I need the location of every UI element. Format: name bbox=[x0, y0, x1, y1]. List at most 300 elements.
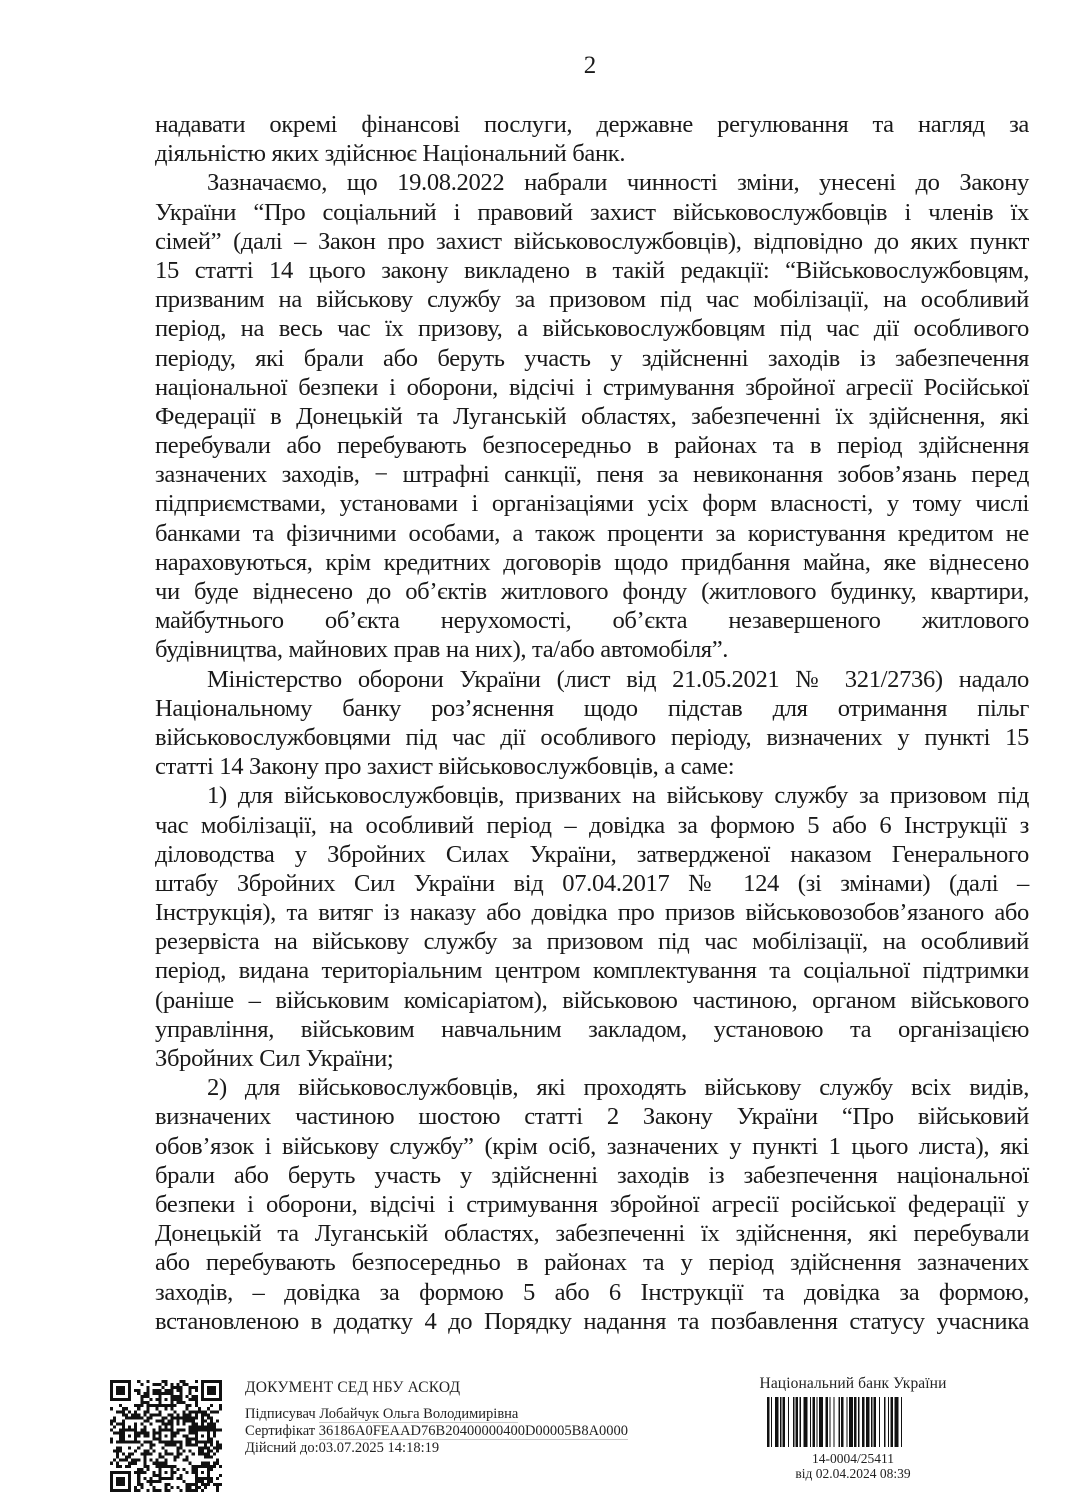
qr-module bbox=[177, 1398, 180, 1401]
qr-module bbox=[186, 1413, 189, 1416]
qr-module bbox=[171, 1413, 174, 1416]
qr-module bbox=[110, 1386, 113, 1389]
qr-module bbox=[180, 1453, 183, 1456]
qr-module bbox=[174, 1434, 177, 1437]
qr-module bbox=[128, 1425, 131, 1428]
qr-module bbox=[180, 1428, 183, 1431]
qr-module bbox=[216, 1459, 219, 1462]
qr-module bbox=[146, 1401, 149, 1404]
barcode-bar bbox=[771, 1397, 772, 1447]
qr-module bbox=[161, 1462, 164, 1465]
qr-module bbox=[164, 1486, 167, 1489]
qr-module bbox=[210, 1422, 213, 1425]
qr-module bbox=[186, 1438, 189, 1441]
qr-module bbox=[161, 1392, 164, 1395]
qr-module bbox=[122, 1453, 125, 1456]
qr-module bbox=[204, 1486, 207, 1489]
qr-module bbox=[210, 1444, 213, 1447]
qr-module bbox=[143, 1410, 146, 1413]
qr-module bbox=[128, 1380, 131, 1383]
qr-module bbox=[177, 1422, 180, 1425]
qr-module bbox=[158, 1468, 161, 1471]
qr-module bbox=[189, 1392, 192, 1395]
qr-module bbox=[110, 1477, 113, 1480]
qr-module bbox=[198, 1477, 201, 1480]
text-line: або перебувають безпосередньо в районах та у період здійснення зазначених bbox=[155, 1249, 1029, 1277]
qr-module bbox=[219, 1474, 222, 1477]
qr-module bbox=[195, 1395, 198, 1398]
qr-module bbox=[143, 1395, 146, 1398]
qr-module bbox=[207, 1428, 210, 1431]
qr-module bbox=[113, 1431, 116, 1434]
qr-module bbox=[204, 1398, 207, 1401]
qr-module bbox=[143, 1477, 146, 1480]
qr-module bbox=[164, 1428, 167, 1431]
qr-module bbox=[174, 1456, 177, 1459]
qr-module bbox=[152, 1431, 155, 1434]
qr-module bbox=[210, 1465, 213, 1468]
qr-module bbox=[110, 1419, 113, 1422]
qr-module bbox=[219, 1483, 222, 1486]
qr-module bbox=[149, 1413, 152, 1416]
qr-module bbox=[119, 1431, 122, 1434]
qr-module bbox=[189, 1486, 192, 1489]
qr-module bbox=[186, 1471, 189, 1474]
qr-module bbox=[198, 1428, 201, 1431]
qr-module bbox=[155, 1465, 158, 1468]
qr-module bbox=[180, 1416, 183, 1419]
qr-module bbox=[110, 1471, 113, 1474]
qr-module bbox=[119, 1392, 122, 1395]
qr-module bbox=[164, 1489, 167, 1492]
qr-module bbox=[183, 1401, 186, 1404]
qr-module bbox=[128, 1483, 131, 1486]
qr-module bbox=[119, 1410, 122, 1413]
qr-module bbox=[128, 1462, 131, 1465]
qr-module bbox=[146, 1404, 149, 1407]
qr-module bbox=[149, 1444, 152, 1447]
qr-module bbox=[110, 1480, 113, 1483]
qr-module bbox=[122, 1386, 125, 1389]
qr-module bbox=[119, 1447, 122, 1450]
qr-module bbox=[110, 1441, 113, 1444]
qr-module bbox=[155, 1431, 158, 1434]
qr-module bbox=[195, 1398, 198, 1401]
qr-module bbox=[134, 1410, 137, 1413]
qr-module bbox=[158, 1477, 161, 1480]
qr-module bbox=[183, 1434, 186, 1437]
qr-module bbox=[171, 1416, 174, 1419]
barcode-bar bbox=[796, 1397, 799, 1447]
qr-module bbox=[198, 1453, 201, 1456]
signature-system-title: ДОКУМЕНТ СЕД НБУ АСКОД bbox=[245, 1379, 461, 1396]
qr-module bbox=[158, 1438, 161, 1441]
qr-module bbox=[137, 1389, 140, 1392]
qr-module bbox=[216, 1489, 219, 1492]
barcode-bar bbox=[879, 1397, 880, 1447]
qr-module bbox=[161, 1419, 164, 1422]
qr-module bbox=[119, 1398, 122, 1401]
qr-module bbox=[201, 1465, 204, 1468]
qr-module bbox=[189, 1413, 192, 1416]
qr-module bbox=[210, 1398, 213, 1401]
barcode-bar bbox=[780, 1397, 781, 1447]
qr-module bbox=[113, 1380, 116, 1383]
page-number: 2 bbox=[583, 52, 597, 79]
qr-module bbox=[174, 1444, 177, 1447]
qr-module bbox=[125, 1413, 128, 1416]
qr-module bbox=[168, 1477, 171, 1480]
qr-module bbox=[155, 1404, 158, 1407]
qr-module bbox=[158, 1456, 161, 1459]
qr-module bbox=[198, 1486, 201, 1489]
qr-module bbox=[164, 1450, 167, 1453]
qr-module bbox=[207, 1450, 210, 1453]
qr-module bbox=[168, 1422, 171, 1425]
qr-module bbox=[152, 1438, 155, 1441]
qr-module bbox=[186, 1395, 189, 1398]
text-line: 1) для військовослужбовців, призваних на військову службу за призовом під bbox=[207, 782, 1029, 810]
qr-module bbox=[122, 1407, 125, 1410]
qr-module bbox=[204, 1462, 207, 1465]
text-line: час мобілізації, на особливий період – довідка за формою 5 або 6 Інструкції з bbox=[155, 811, 1029, 839]
qr-module bbox=[174, 1441, 177, 1444]
barcode-bar bbox=[858, 1397, 859, 1447]
qr-module bbox=[180, 1489, 183, 1492]
qr-module bbox=[177, 1416, 180, 1419]
qr-module bbox=[161, 1428, 164, 1431]
qr-module bbox=[158, 1410, 161, 1413]
qr-module bbox=[180, 1444, 183, 1447]
qr-module bbox=[131, 1462, 134, 1465]
qr-module bbox=[143, 1419, 146, 1422]
qr-module bbox=[146, 1450, 149, 1453]
qr-module bbox=[201, 1489, 204, 1492]
qr-module bbox=[146, 1465, 149, 1468]
qr-module bbox=[186, 1404, 189, 1407]
qr-module bbox=[204, 1456, 207, 1459]
barcode-bar bbox=[866, 1397, 870, 1447]
qr-module bbox=[195, 1404, 198, 1407]
qr-module bbox=[146, 1410, 149, 1413]
paragraph bbox=[155, 1073, 1029, 1336]
qr-module bbox=[219, 1428, 222, 1431]
qr-module bbox=[113, 1459, 116, 1462]
qr-module bbox=[213, 1422, 216, 1425]
qr-module bbox=[189, 1462, 192, 1465]
qr-module bbox=[186, 1459, 189, 1462]
qr-module bbox=[122, 1471, 125, 1474]
qr-module bbox=[158, 1389, 161, 1392]
qr-module bbox=[116, 1380, 119, 1383]
qr-module bbox=[122, 1483, 125, 1486]
qr-module bbox=[204, 1428, 207, 1431]
barcode-icon bbox=[767, 1397, 939, 1447]
qr-module bbox=[110, 1438, 113, 1441]
qr-module bbox=[198, 1480, 201, 1483]
qr-module bbox=[210, 1425, 213, 1428]
qr-module bbox=[195, 1483, 198, 1486]
qr-module bbox=[204, 1483, 207, 1486]
qr-module bbox=[168, 1483, 171, 1486]
qr-module bbox=[164, 1434, 167, 1437]
qr-module bbox=[177, 1383, 180, 1386]
qr-module bbox=[125, 1459, 128, 1462]
qr-module bbox=[161, 1447, 164, 1450]
qr-module bbox=[168, 1453, 171, 1456]
qr-module bbox=[213, 1410, 216, 1413]
qr-module bbox=[180, 1447, 183, 1450]
certificate-row bbox=[245, 1423, 628, 1440]
qr-module bbox=[122, 1489, 125, 1492]
qr-module bbox=[149, 1480, 152, 1483]
qr-module bbox=[125, 1465, 128, 1468]
barcode-bar bbox=[833, 1397, 834, 1447]
qr-module bbox=[207, 1468, 210, 1471]
qr-module bbox=[171, 1444, 174, 1447]
qr-module bbox=[213, 1483, 216, 1486]
text-line: сімей” (далі – Закон про захист військовослужбовців), відповідно до яких пункт bbox=[155, 227, 1029, 255]
qr-module bbox=[207, 1477, 210, 1480]
qr-module bbox=[140, 1453, 143, 1456]
qr-module bbox=[155, 1462, 158, 1465]
qr-module bbox=[134, 1431, 137, 1434]
qr-module bbox=[201, 1453, 204, 1456]
qr-module bbox=[171, 1428, 174, 1431]
qr-module bbox=[192, 1483, 195, 1486]
qr-module bbox=[183, 1383, 186, 1386]
qr-module bbox=[137, 1416, 140, 1419]
qr-module bbox=[113, 1450, 116, 1453]
qr-module bbox=[177, 1386, 180, 1389]
text-line: визначених частиною шостою статті 2 Закону України “Про військовий bbox=[155, 1103, 1029, 1131]
qr-module bbox=[210, 1410, 213, 1413]
qr-module bbox=[164, 1459, 167, 1462]
barcode-bar bbox=[793, 1397, 794, 1447]
qr-module bbox=[186, 1441, 189, 1444]
qr-module bbox=[122, 1380, 125, 1383]
qr-module bbox=[171, 1395, 174, 1398]
qr-module bbox=[213, 1431, 216, 1434]
qr-module bbox=[140, 1428, 143, 1431]
qr-module bbox=[168, 1392, 171, 1395]
qr-module bbox=[192, 1468, 195, 1471]
qr-module bbox=[186, 1407, 189, 1410]
qr-module bbox=[171, 1398, 174, 1401]
qr-module bbox=[213, 1462, 216, 1465]
signer-label: Підписувач bbox=[245, 1406, 316, 1422]
qr-module bbox=[140, 1431, 143, 1434]
text-line: перебували або перебувають безпосередньо в районах та в період здійснення bbox=[155, 432, 1029, 460]
paragraph bbox=[155, 110, 1029, 168]
qr-module bbox=[207, 1380, 210, 1383]
qr-module bbox=[110, 1428, 113, 1431]
qr-module bbox=[219, 1465, 222, 1468]
e-signature-block bbox=[245, 1379, 628, 1457]
qr-module bbox=[168, 1441, 171, 1444]
qr-module bbox=[140, 1416, 143, 1419]
barcode-bar bbox=[871, 1397, 872, 1447]
qr-module bbox=[195, 1465, 198, 1468]
qr-module bbox=[140, 1483, 143, 1486]
qr-module bbox=[186, 1456, 189, 1459]
barcode-bar bbox=[874, 1397, 877, 1447]
qr-module bbox=[128, 1489, 131, 1492]
qr-module bbox=[177, 1401, 180, 1404]
qr-module bbox=[134, 1450, 137, 1453]
qr-module bbox=[113, 1489, 116, 1492]
qr-module bbox=[216, 1380, 219, 1383]
qr-module bbox=[116, 1489, 119, 1492]
qr-module bbox=[143, 1462, 146, 1465]
qr-module bbox=[171, 1425, 174, 1428]
qr-module bbox=[192, 1465, 195, 1468]
text-line: заходів, – довідка за формою 5 або 6 Інструкції та довідка за формою, bbox=[155, 1278, 1029, 1306]
qr-module bbox=[168, 1444, 171, 1447]
qr-module bbox=[207, 1474, 210, 1477]
qr-module bbox=[219, 1395, 222, 1398]
qr-module bbox=[198, 1447, 201, 1450]
qr-module bbox=[152, 1404, 155, 1407]
qr-module bbox=[195, 1477, 198, 1480]
qr-module bbox=[164, 1441, 167, 1444]
qr-module bbox=[195, 1438, 198, 1441]
qr-module bbox=[201, 1389, 204, 1392]
qr-module bbox=[164, 1389, 167, 1392]
qr-module bbox=[183, 1468, 186, 1471]
text-line: Міністерство оборони України (лист від 21.05.2021 № 321/2736) надало bbox=[207, 665, 1029, 693]
qr-module bbox=[171, 1453, 174, 1456]
qr-module bbox=[189, 1441, 192, 1444]
qr-module bbox=[195, 1422, 198, 1425]
qr-module bbox=[171, 1465, 174, 1468]
qr-module bbox=[201, 1480, 204, 1483]
qr-module bbox=[149, 1416, 152, 1419]
qr-module bbox=[128, 1383, 131, 1386]
qr-module bbox=[168, 1465, 171, 1468]
qr-module bbox=[210, 1392, 213, 1395]
qr-module bbox=[189, 1489, 192, 1492]
qr-module bbox=[183, 1422, 186, 1425]
qr-module bbox=[180, 1380, 183, 1383]
qr-module bbox=[137, 1489, 140, 1492]
qr-module bbox=[161, 1477, 164, 1480]
qr-module bbox=[195, 1468, 198, 1471]
qr-module bbox=[128, 1395, 131, 1398]
qr-module bbox=[155, 1413, 158, 1416]
text-line: статті 14 Закону про захист військовослужбовців, а саме: bbox=[155, 753, 735, 781]
qr-module bbox=[119, 1489, 122, 1492]
qr-module bbox=[216, 1444, 219, 1447]
barcode-bar bbox=[839, 1397, 840, 1447]
qr-module bbox=[155, 1407, 158, 1410]
qr-module bbox=[210, 1456, 213, 1459]
qr-module bbox=[146, 1407, 149, 1410]
qr-module bbox=[116, 1392, 119, 1395]
qr-module bbox=[207, 1392, 210, 1395]
qr-module bbox=[122, 1438, 125, 1441]
qr-module bbox=[164, 1398, 167, 1401]
qr-module bbox=[110, 1395, 113, 1398]
qr-module bbox=[122, 1410, 125, 1413]
qr-module bbox=[186, 1444, 189, 1447]
qr-code-icon bbox=[110, 1380, 222, 1492]
qr-module bbox=[113, 1419, 116, 1422]
qr-module bbox=[186, 1489, 189, 1492]
qr-module bbox=[219, 1398, 222, 1401]
qr-module bbox=[210, 1441, 213, 1444]
qr-module bbox=[195, 1471, 198, 1474]
qr-module bbox=[125, 1456, 128, 1459]
qr-module bbox=[195, 1401, 198, 1404]
qr-module bbox=[152, 1444, 155, 1447]
qr-module bbox=[177, 1395, 180, 1398]
qr-module bbox=[155, 1480, 158, 1483]
qr-module bbox=[201, 1410, 204, 1413]
barcode-bar bbox=[862, 1397, 865, 1447]
qr-module bbox=[116, 1462, 119, 1465]
qr-module bbox=[219, 1386, 222, 1389]
signer-row bbox=[245, 1406, 628, 1423]
qr-module bbox=[128, 1447, 131, 1450]
qr-module bbox=[189, 1389, 192, 1392]
qr-module bbox=[116, 1453, 119, 1456]
qr-module bbox=[168, 1489, 171, 1492]
barcode-bar bbox=[767, 1397, 770, 1447]
qr-module bbox=[171, 1431, 174, 1434]
text-line: банками та фізичними особами, а також проценти за користування кредитом не bbox=[155, 519, 1029, 547]
qr-module bbox=[164, 1471, 167, 1474]
qr-module bbox=[146, 1386, 149, 1389]
qr-module bbox=[155, 1383, 158, 1386]
qr-module bbox=[189, 1428, 192, 1431]
qr-module bbox=[161, 1380, 164, 1383]
qr-module bbox=[113, 1425, 116, 1428]
qr-module bbox=[155, 1419, 158, 1422]
text-line: період, на весь час їх призову, а військовослужбовцям під час дії особливого bbox=[155, 315, 1029, 343]
qr-module bbox=[128, 1471, 131, 1474]
qr-module bbox=[207, 1438, 210, 1441]
qr-module bbox=[219, 1383, 222, 1386]
qr-module bbox=[210, 1404, 213, 1407]
qr-module bbox=[201, 1471, 204, 1474]
qr-module bbox=[174, 1459, 177, 1462]
qr-module bbox=[131, 1413, 134, 1416]
qr-module bbox=[146, 1431, 149, 1434]
qr-module bbox=[186, 1434, 189, 1437]
qr-module bbox=[143, 1441, 146, 1444]
qr-module bbox=[207, 1431, 210, 1434]
qr-module bbox=[164, 1383, 167, 1386]
qr-module bbox=[201, 1380, 204, 1383]
qr-module bbox=[189, 1398, 192, 1401]
qr-module bbox=[110, 1380, 113, 1383]
qr-module bbox=[198, 1465, 201, 1468]
qr-module bbox=[152, 1471, 155, 1474]
barcode-bar bbox=[803, 1397, 807, 1447]
qr-module bbox=[171, 1422, 174, 1425]
qr-module bbox=[174, 1395, 177, 1398]
qr-module bbox=[137, 1468, 140, 1471]
qr-module bbox=[183, 1480, 186, 1483]
qr-module bbox=[146, 1395, 149, 1398]
qr-module bbox=[143, 1459, 146, 1462]
qr-module bbox=[164, 1404, 167, 1407]
qr-module bbox=[143, 1392, 146, 1395]
qr-module bbox=[131, 1453, 134, 1456]
text-line: національної безпеки і оборони, відсічі і стримування збройної агресії Російської bbox=[155, 373, 1029, 401]
qr-module bbox=[155, 1392, 158, 1395]
